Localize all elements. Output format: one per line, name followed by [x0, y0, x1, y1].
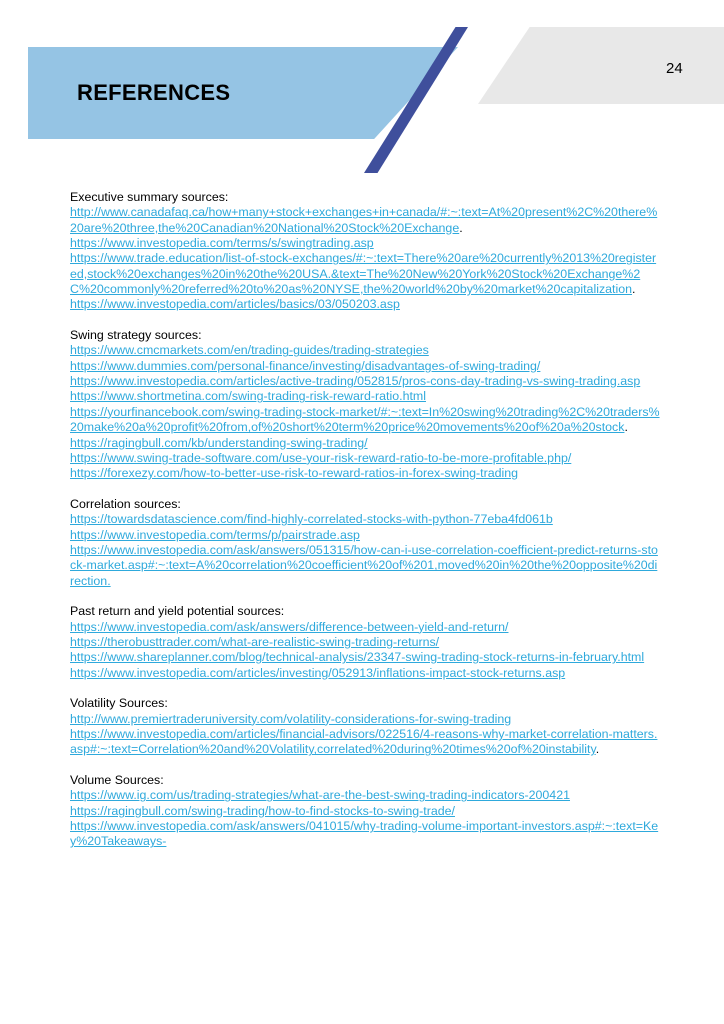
header-page-tab — [478, 27, 724, 104]
reference-link[interactable]: https://towardsdatascience.com/find-highly-correlated-stocks-with-python-77eba4fd061b — [70, 512, 553, 527]
section-heading: Volume Sources: — [70, 773, 164, 788]
reference-link[interactable]: https://www.investopedia.com/articles/active-trading/052815/pros-cons-day-trading-vs-swing-trading.asp — [70, 374, 641, 389]
page-number: 24 — [666, 60, 683, 77]
references-list — [70, 190, 660, 865]
reference-link[interactable]: http://www.premiertraderuniversity.com/volatility-considerations-for-swing-trading — [70, 711, 512, 726]
reference-link[interactable]: https://www.shareplanner.com/blog/technical-analysis/23347-swing-trading-stock-returns-in-february.html — [70, 650, 645, 665]
section-heading: Volatility Sources: — [70, 696, 168, 711]
reference-link[interactable]: https://www.ig.com/us/trading-strategies/what-are-the-best-swing-trading-indicators-200421 — [70, 788, 570, 803]
section-heading: Executive summary sources: — [70, 190, 229, 204]
reference-link[interactable]: https://ragingbull.com/swing-trading/how-to-find-stocks-to-swing-trade/ — [70, 803, 455, 818]
section-swing-strategy — [70, 328, 660, 481]
reference-entry: https://www.trade.education/list-of-stock-exchanges/#:~:text=There%20are%20currently%2013%20registered,stock%20exchanges%20in%20the%20USA.&text=The%20New%20York%20Stock%20Exchange%2C%20commonly%20referred%20to%20as%20NYSE,the%20world%20by%20market%20capitalization. — [70, 251, 657, 297]
reference-link[interactable]: https://www.shortmetina.com/swing-trading-risk-reward-ratio.html — [70, 389, 426, 404]
reference-link[interactable]: https://www.trade.education/list-of-stock-exchanges/#:~:text=There%20are%20currently%2013%20registered,stock%20exchanges%20in%20the%20USA.&text=The%20New%20York%20Stock%20Exchange%2C%20commonly%20referred%20to%20as%20NYSE,the%20world%20by%20market%20capitalization — [70, 251, 657, 297]
reference-entry: http://www.canadafaq.ca/how+many+stock+exchanges+in+canada/#:~:text=At%20present%2C%20there%20are%20three,the%20Canadian%20National%20Stock%20Exchange. — [70, 205, 658, 235]
section-correlation — [70, 497, 660, 589]
reference-entry: https://yourfinancebook.com/swing-trading-stock-market/#:~:text=In%20swing%20trading%2C%20traders%20make%20a%20profit%20from,of%20short%20term%20price%20movements%20of%20a%20stock. — [70, 404, 660, 435]
reference-link[interactable]: https://www.swing-trade-software.com/use-your-risk-reward-ratio-to-be-more-profitable.php/ — [70, 450, 572, 465]
section-heading: Correlation sources: — [70, 496, 181, 511]
section-heading: Past return and yield potential sources: — [70, 604, 285, 619]
reference-link[interactable]: https://www.investopedia.com/articles/financial-advisors/022516/4-reasons-why-market-correlation-matters.asp#:~:text=Correlation%20and%20Volatility,correlated%20during%20times%20of%20instability — [70, 727, 658, 757]
reference-link[interactable]: https://yourfinancebook.com/swing-trading-stock-market/#:~:text=In%20swing%20trading%2C%20traders%20make%20a%20profit%20from,of%20short%20term%20price%20movements%20of%20a%20stock — [70, 404, 660, 435]
reference-entry: https://www.investopedia.com/articles/financial-advisors/022516/4-reasons-why-market-correlation-matters.asp#:~:text=Correlation%20and%20Volatility,correlated%20during%20times%20of%20instability. — [70, 727, 658, 757]
reference-link[interactable]: https://www.investopedia.com/articles/investing/052913/inflations-impact-stock-returns.asp — [70, 665, 566, 680]
reference-link[interactable]: https://therobusttrader.com/what-are-realistic-swing-trading-returns/ — [70, 634, 440, 649]
reference-link[interactable]: https://www.investopedia.com/terms/s/swingtrading.asp — [70, 236, 374, 251]
reference-link[interactable]: https://www.investopedia.com/articles/basics/03/050203.asp — [70, 297, 400, 312]
section-past-return — [70, 604, 660, 681]
reference-link[interactable]: https://www.investopedia.com/ask/answers/difference-between-yield-and-return/ — [70, 619, 509, 634]
reference-link[interactable]: https://www.investopedia.com/ask/answers/051315/how-can-i-use-correlation-coefficient-predict-returns-stock-market.asp#:~:text=A%20correlation%20coefficient%20of%201,moved%20in%20the%20opposite%20direction. — [70, 542, 658, 588]
page-title: REFERENCES — [77, 80, 231, 105]
reference-link[interactable]: http://www.canadafaq.ca/how+many+stock+exchanges+in+canada/#:~:text=At%20present%2C%20there%20are%20three,the%20Canadian%20National%20Stock%20Exchange — [70, 205, 658, 235]
reference-link[interactable]: https://www.investopedia.com/terms/p/pairstrade.asp — [70, 527, 360, 542]
reference-link[interactable]: https://forexezy.com/how-to-better-use-risk-to-reward-ratios-in-forex-swing-trading — [70, 466, 519, 481]
reference-link[interactable]: https://www.investopedia.com/ask/answers/041015/why-trading-volume-important-investors.asp#:~:text=Key%20Takeaways- — [70, 819, 659, 849]
reference-link[interactable]: https://www.dummies.com/personal-finance/investing/disadvantages-of-swing-trading/ — [70, 358, 541, 373]
reference-link[interactable]: https://www.cmcmarkets.com/en/trading-guides/trading-strategies — [70, 343, 429, 358]
section-volatility — [70, 696, 660, 757]
section-executive-summary — [70, 190, 660, 313]
section-volume — [70, 773, 660, 850]
reference-link[interactable]: https://ragingbull.com/kb/understanding-swing-trading/ — [70, 435, 368, 450]
section-heading: Swing strategy sources: — [70, 328, 202, 343]
